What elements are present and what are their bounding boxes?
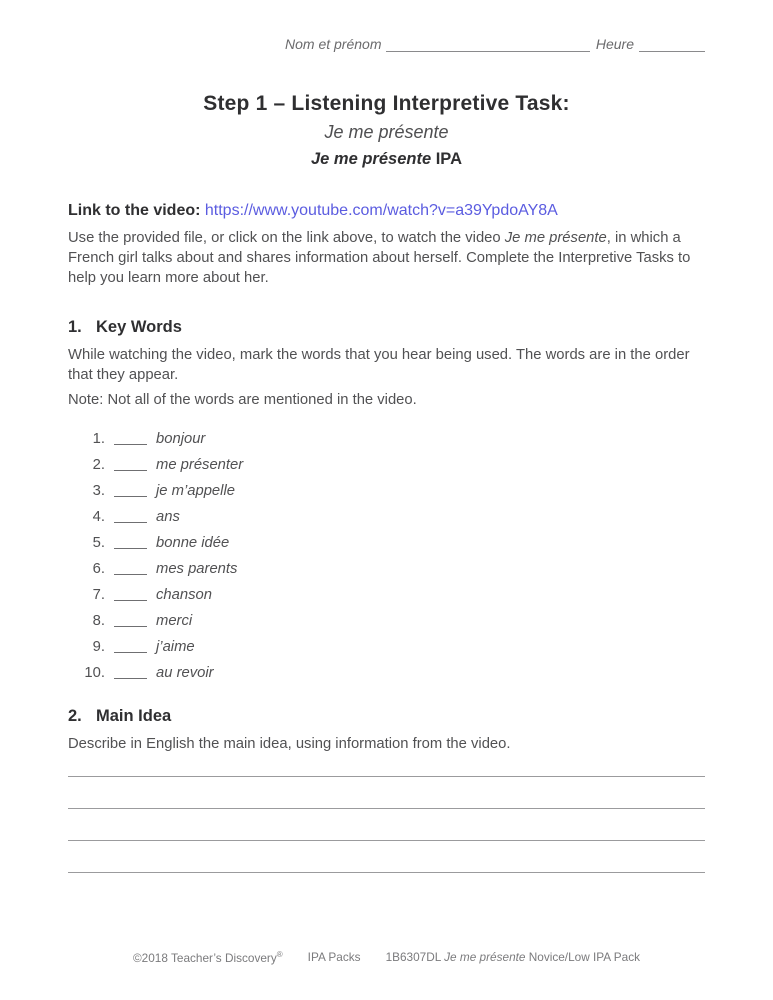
section1-title: Key Words <box>96 318 182 336</box>
intro-paragraph <box>68 228 705 288</box>
name-label: Nom et prénom <box>285 36 382 52</box>
video-link-label: Link to the video: <box>68 202 205 219</box>
word-number: 2. <box>92 457 105 473</box>
intro-part2: , in which a French girl talks about and shares information about herself. Complete the Interpretive Tasks to help you learn more about her. <box>68 230 691 286</box>
answer-blank[interactable] <box>114 508 147 523</box>
answer-blank[interactable] <box>114 482 147 497</box>
word-row <box>77 579 705 605</box>
answer-blank[interactable] <box>114 430 147 445</box>
word-row <box>77 527 705 553</box>
word-label: au revoir <box>156 665 214 681</box>
hour-blank-line[interactable] <box>639 36 705 52</box>
word-label: me présenter <box>156 457 244 473</box>
word-row <box>77 475 705 501</box>
answer-blank[interactable] <box>114 534 147 549</box>
word-label: bonne idée <box>156 535 230 551</box>
word-label: mes parents <box>156 561 238 577</box>
word-number: 5. <box>92 535 105 551</box>
word-row <box>77 657 705 683</box>
section2-instructions: Describe in English the main idea, using information from the video. <box>68 736 511 752</box>
section1-note: Note: Not all of the words are mentioned in the video. <box>68 392 417 408</box>
word-row <box>77 449 705 475</box>
word-label: ans <box>156 509 180 525</box>
footer-item-suffix: Novice/Low IPA Pack <box>525 950 640 964</box>
subtitle-regular-part: IPA <box>431 150 463 168</box>
footer-item-code: 1B6307DL <box>385 950 445 964</box>
intro-video-title: Je me présente <box>504 230 607 246</box>
name-hour-header <box>285 32 705 52</box>
word-row <box>77 631 705 657</box>
word-row <box>77 605 705 631</box>
word-number: 8. <box>92 613 105 629</box>
footer-copyright: ©2018 Teacher’s Discovery® <box>132 950 283 965</box>
answer-blank[interactable] <box>114 586 147 601</box>
video-link-row <box>68 202 705 220</box>
footer-product: IPA Packs <box>307 950 361 964</box>
answer-blank[interactable] <box>114 456 147 471</box>
key-word-list <box>77 423 705 683</box>
footer-item-title: Je me présente <box>444 950 526 964</box>
answer-write-line[interactable] <box>68 776 705 777</box>
answer-blank[interactable] <box>114 560 147 575</box>
word-number: 1. <box>92 431 105 447</box>
word-label: j’aime <box>156 639 195 655</box>
word-number: 10. <box>84 665 105 681</box>
subtitle-italic-part: Je me présente <box>310 150 432 168</box>
word-number: 4. <box>92 509 105 525</box>
word-number: 6. <box>92 561 105 577</box>
section2-title: Main Idea <box>96 707 172 725</box>
page-title: Step 1 – Listening Interpretive Task: <box>203 92 570 115</box>
section2-number: 2. <box>68 707 82 725</box>
word-number: 3. <box>92 483 105 499</box>
answer-write-line[interactable] <box>68 840 705 841</box>
word-number: 7. <box>92 587 105 603</box>
word-label: je m’appelle <box>156 483 235 499</box>
word-number: 9. <box>92 639 105 655</box>
youtube-link[interactable]: https://www.youtube.com/watch?v=a39YpdoAY8A <box>204 202 558 219</box>
hour-label: Heure <box>595 36 634 52</box>
section1-heading <box>68 318 705 337</box>
answer-blank[interactable] <box>114 638 147 653</box>
main-idea-answer-area <box>68 776 705 873</box>
answer-write-line[interactable] <box>68 808 705 809</box>
name-blank-line[interactable] <box>386 36 589 52</box>
word-label: chanson <box>156 587 212 603</box>
word-row <box>77 423 705 449</box>
registered-mark: ® <box>276 950 283 959</box>
answer-blank[interactable] <box>114 612 147 627</box>
answer-blank[interactable] <box>114 664 147 679</box>
word-label: bonjour <box>156 431 206 447</box>
section1-number: 1. <box>68 318 82 336</box>
section2-heading <box>68 707 705 726</box>
page-subtitle-ipa <box>68 150 705 169</box>
page-subtitle: Je me présente <box>324 122 449 142</box>
page-footer <box>0 950 773 965</box>
title-block <box>68 92 705 169</box>
section1-instructions: While watching the video, mark the words that you hear being used. The words are in the order that they appear. <box>68 347 690 383</box>
intro-part1: Use the provided file, or click on the link above, to watch the video <box>68 230 505 246</box>
answer-write-line[interactable] <box>68 872 705 873</box>
word-row <box>77 501 705 527</box>
footer-item <box>386 950 640 965</box>
word-row <box>77 553 705 579</box>
word-label: merci <box>156 613 193 629</box>
